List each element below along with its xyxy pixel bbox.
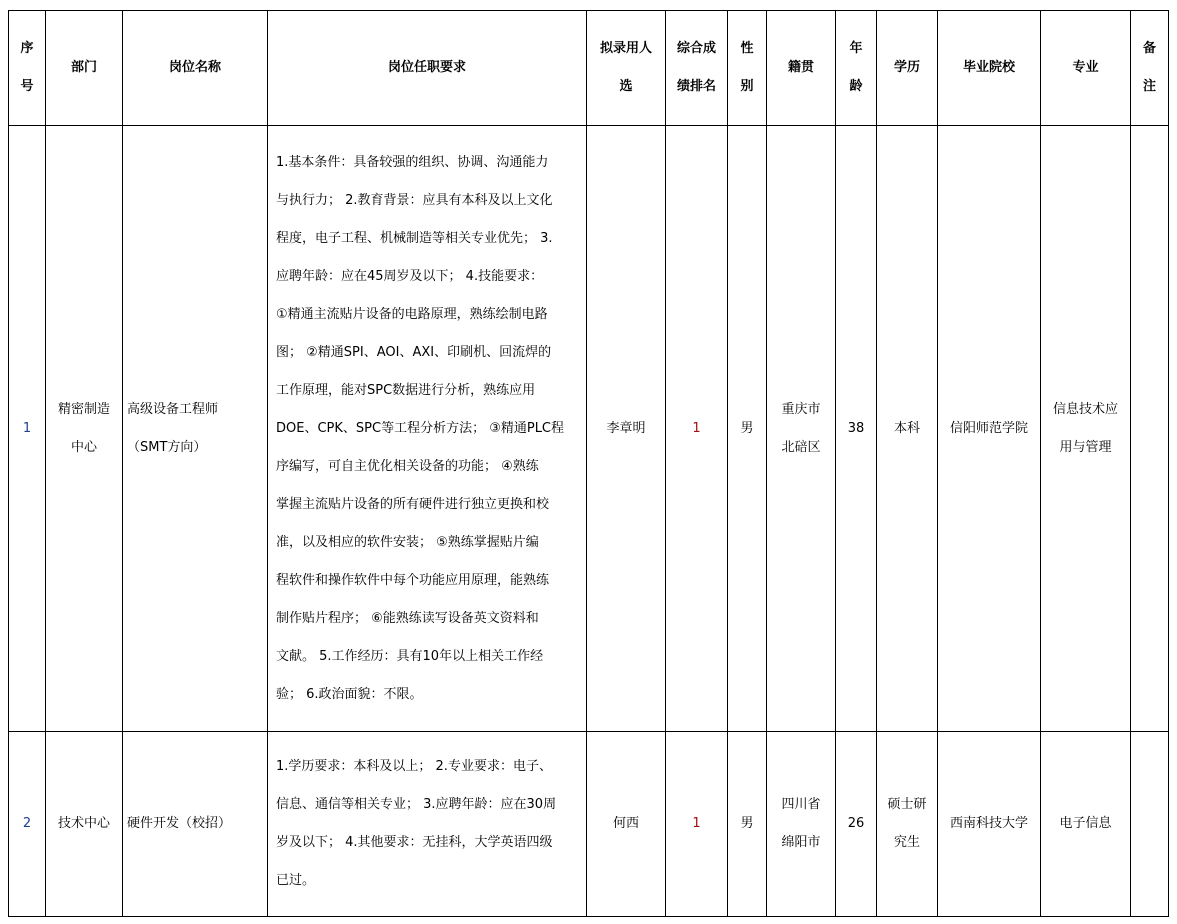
header-gender: 性 别 [728,11,767,126]
dept-line: 精密制造 [57,401,110,417]
table-row [9,732,1169,917]
requirements-line: 工作原理，能对SPC数据进行分析，熟练应用 [276,382,536,398]
major-line: 电子信息 [1059,816,1112,831]
requirements-line: 掌握主流贴片设备的所有硬件进行独立更换和校 [276,496,550,512]
cell-candidate: 李章明 [587,126,666,732]
cell-seq: 1 [9,126,46,732]
cell-dept [46,126,123,732]
cell-position [123,732,268,917]
cell-position [123,126,268,732]
requirements-line: 与执行力； 2.教育背景：应具有本科及以上文化 [276,192,553,208]
header-requirements: 岗位任职要求 [268,11,587,126]
position-line: （SMT方向） [127,439,207,455]
dept-line: 中心 [70,439,97,455]
education-line: 究生 [893,835,920,850]
cell-remark [1131,732,1169,917]
cell-dept [46,732,123,917]
cell-age: 38 [836,126,877,732]
cell-school: 西南科技大学 [938,732,1041,917]
cell-origin [767,126,836,732]
header-seq: 序 号 [9,11,46,126]
requirements-line: 图； ②精通SPI、AOI、AXI、印刷机、回流焊的 [276,344,552,360]
cell-remark [1131,126,1169,732]
cell-requirements [268,126,587,732]
requirements-line: 制作贴片程序； ⑥能熟练读写设备英文资料和 [276,610,539,626]
header-remark: 备 注 [1131,11,1169,126]
requirements-line: 已过。 [276,873,316,888]
requirements-line: 1.基本条件：具备较强的组织、协调、沟通能力 [276,154,549,170]
header-major: 专业 [1041,11,1131,126]
cell-requirements [268,732,587,917]
header-school: 毕业院校 [938,11,1041,126]
header-position: 岗位名称 [123,11,268,126]
header-candidate [587,11,666,126]
requirements-line: 文献。 5.工作经历：具有10年以上相关工作经 [276,648,544,664]
position-line: 高级设备工程师 [127,401,219,417]
requirements-line: 信息、通信等相关专业； 3.应聘年龄：应在30周 [276,797,557,812]
education-line: 硕士研 [887,797,927,812]
requirements-line: 程度，电子工程、机械制造等相关专业优先； 3. [276,230,553,246]
cell-seq: 2 [9,732,46,917]
requirements-line: 岁及以下； 4.其他要求：无挂科，大学英语四级 [276,835,553,850]
header-row [9,11,1169,126]
dept-line: 技术中心 [57,816,110,831]
recruitment-table [8,10,1169,917]
header-rank: 综合成 绩排名 [666,11,728,126]
position-line: 硬件开发（校招） [127,816,232,831]
requirements-line: ①精通主流贴片设备的电路原理，熟练绘制电路 [276,306,548,322]
cell-education [877,732,938,917]
origin-line: 四川省 [781,797,821,812]
cell-education [877,126,938,732]
cell-age: 26 [836,732,877,917]
origin-line: 北碚区 [781,439,821,455]
header-dept: 部门 [46,11,123,126]
cell-gender: 男 [728,126,767,732]
requirements-line: 应聘年龄：应在45周岁及以下； 4.技能要求： [276,268,544,284]
table-row [9,126,1169,732]
origin-line: 重庆市 [781,401,821,417]
origin-line: 绵阳市 [781,835,821,850]
cell-rank: 1 [666,126,728,732]
header-age: 年 龄 [836,11,877,126]
header-candidate-label: 拟录用人选 [599,41,652,94]
requirements-line: 1.学历要求：本科及以上； 2.专业要求：电子、 [276,759,552,774]
requirements-line: DOE、CPK、SPC等工程分析方法； ③精通PLC程 [276,420,565,436]
cell-rank: 1 [666,732,728,917]
education-line: 本科 [893,420,920,436]
major-line: 用与管理 [1059,439,1112,455]
cell-major [1041,126,1131,732]
cell-candidate: 何西 [587,732,666,917]
requirements-line: 准，以及相应的软件安装； ⑤熟练掌握贴片编 [276,534,539,550]
header-education: 学历 [877,11,938,126]
requirements-line: 程软件和操作软件中每个功能应用原理，能熟练 [276,572,550,588]
cell-gender: 男 [728,732,767,917]
requirements-line: 验； 6.政治面貌：不限。 [276,686,423,702]
cell-major [1041,732,1131,917]
header-origin: 籍贯 [767,11,836,126]
cell-school: 信阳师范学院 [938,126,1041,732]
cell-origin [767,732,836,917]
major-line: 信息技术应 [1052,401,1118,417]
requirements-line: 序编写，可自主优化相关设备的功能； ④熟练 [276,458,539,474]
